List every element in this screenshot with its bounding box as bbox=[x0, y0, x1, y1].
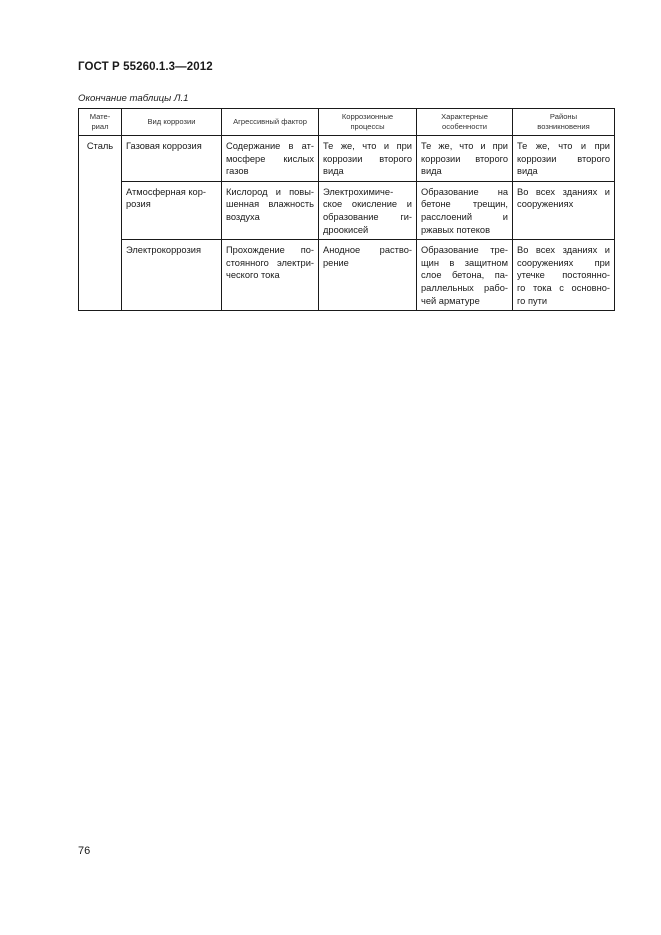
cell-aggressive-factor: Кислород и повы- шенная влажность воздуха bbox=[222, 181, 319, 239]
cell-corrosion-type: Атмосферная кор- розия bbox=[122, 181, 222, 239]
cell-features: Образование на бетоне трещин, расслоений и ржавых потеков bbox=[417, 181, 513, 239]
header-material: Мате- риал bbox=[79, 109, 122, 136]
header-areas: Районы возникновения bbox=[513, 109, 615, 136]
page-number: 76 bbox=[78, 845, 91, 857]
cell-features: Образование тре- щин в защитном слое бетона, па- раллельных рабо- чей арматуре bbox=[417, 240, 513, 311]
header-aggressive-factor: Агрессивный фактор bbox=[222, 109, 319, 136]
table-row bbox=[79, 240, 615, 311]
cell-areas: Те же, что и при коррозии второго вида bbox=[513, 136, 615, 182]
cell-corrosion-process: Электрохимиче- ское окисление и образование ги- дроокисей bbox=[319, 181, 417, 239]
table-caption: Окончание таблицы Л.1 bbox=[78, 93, 189, 104]
cell-features: Те же, что и при коррозии второго вида bbox=[417, 136, 513, 182]
cell-aggressive-factor: Прохождение по- стоянного электри- ческого тока bbox=[222, 240, 319, 311]
cell-corrosion-type: Газовая коррозия bbox=[122, 136, 222, 182]
cell-aggressive-factor: Содержание в ат- мосфере кислых газов bbox=[222, 136, 319, 182]
cell-corrosion-process: Те же, что и при коррозии второго вида bbox=[319, 136, 417, 182]
corrosion-table bbox=[78, 108, 615, 311]
document-title: ГОСТ Р 55260.1.3—2012 bbox=[78, 61, 213, 73]
cell-corrosion-type: Электрокоррозия bbox=[122, 240, 222, 311]
cell-corrosion-process: Анодное раство- рение bbox=[319, 240, 417, 311]
cell-areas: Во всех зданиях и сооружениях при утечке постоянно- го тока с основно- го пути bbox=[513, 240, 615, 311]
table-header-row bbox=[79, 109, 615, 136]
table-row bbox=[79, 181, 615, 239]
header-features: Характерные особенности bbox=[417, 109, 513, 136]
header-corrosion-type: Вид коррозии bbox=[122, 109, 222, 136]
table-row bbox=[79, 136, 615, 182]
cell-material: Сталь bbox=[79, 136, 122, 311]
header-corrosion-processes: Коррозионные процессы bbox=[319, 109, 417, 136]
cell-areas: Во всех зданиях и сооружениях bbox=[513, 181, 615, 239]
